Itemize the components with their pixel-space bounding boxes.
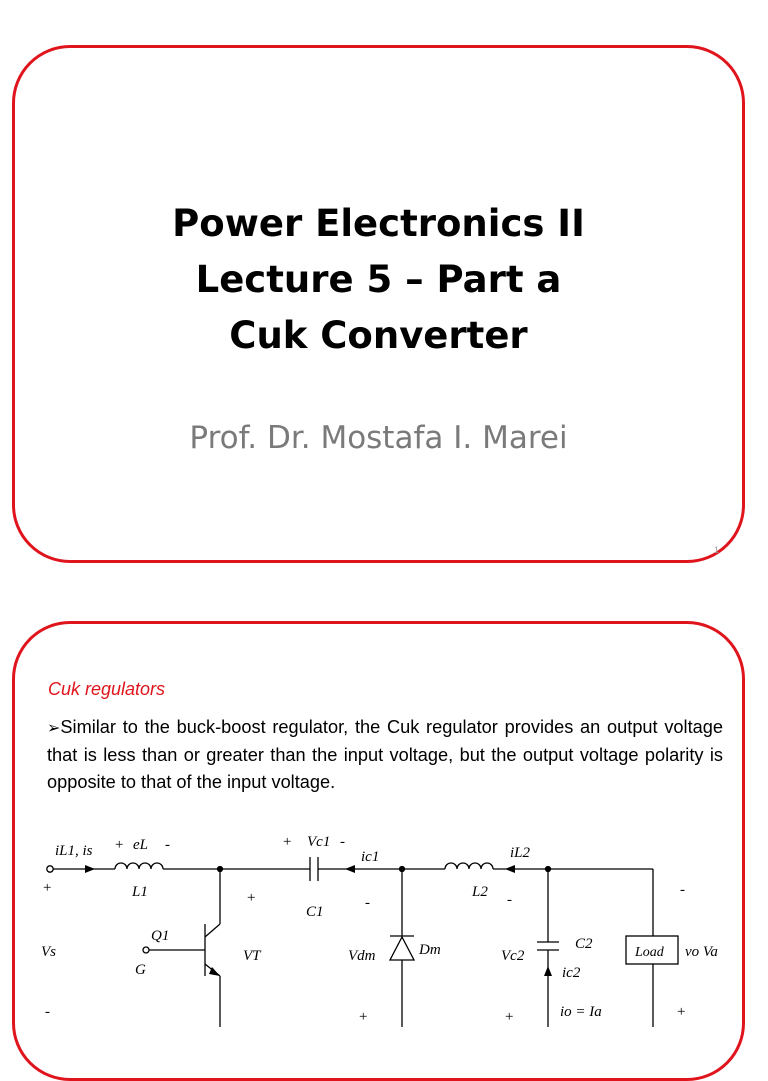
label-io-Ia: io = Ia: [560, 1004, 602, 1020]
label-iL1-is: iL1, is: [55, 843, 93, 859]
content-slide: [12, 621, 745, 1081]
label-plus-vt: +: [247, 890, 256, 906]
cuk-circuit-diagram: [15, 624, 748, 1027]
slide-title: [15, 196, 742, 364]
title-line-3: Cuk Converter: [229, 314, 528, 357]
label-Vc2: Vc2: [501, 948, 525, 964]
label-vo-Va: vo Va: [685, 944, 718, 960]
label-minus-vc2: -: [507, 892, 512, 908]
label-VT: VT: [243, 948, 261, 964]
label-plus-eL: +: [115, 837, 124, 853]
label-minus-vc1: -: [340, 834, 345, 850]
label-L1: L1: [132, 884, 148, 900]
label-Dm: Dm: [419, 942, 441, 958]
title-line-1: Power Electronics II: [172, 202, 585, 245]
label-minus-vdm: -: [365, 895, 370, 911]
label-C2: C2: [575, 936, 593, 952]
label-minus-out: -: [680, 882, 685, 898]
label-plus-vdm: +: [359, 1009, 368, 1025]
label-C1: C1: [306, 904, 324, 920]
label-plus-out: +: [677, 1004, 686, 1020]
label-Vdm: Vdm: [348, 948, 376, 964]
author-name: Prof. Dr. Mostafa I. Marei: [189, 420, 568, 456]
label-plus-vc1: +: [283, 834, 292, 850]
label-eL: eL: [133, 837, 148, 853]
label-minus-eL: -: [165, 837, 170, 853]
label-iL2: iL2: [510, 845, 531, 861]
label-load: Load: [635, 945, 664, 960]
bullet-arrow-icon: ➢: [47, 720, 61, 737]
page-number: 1: [714, 545, 720, 555]
body-text: Similar to the buck-boost regulator, the Cuk regulator provides an output voltage that is less than or greater than the input voltage, but the output voltage polarity is opposite to that of the input voltage.: [47, 717, 723, 792]
label-Vs: Vs: [41, 944, 56, 960]
label-Vc1: Vc1: [307, 834, 331, 850]
label-plus-vc2: +: [505, 1009, 514, 1025]
label-plus-vs: +: [43, 880, 52, 896]
label-G: G: [135, 962, 146, 978]
label-Q1: Q1: [151, 928, 170, 944]
label-ic2: ic2: [562, 965, 581, 981]
title-line-2: Lecture 5 – Part a: [195, 258, 562, 301]
label-ic1: ic1: [361, 849, 380, 865]
title-slide: [12, 45, 745, 563]
label-L2: L2: [472, 884, 488, 900]
section-title: Cuk regulators: [48, 679, 166, 699]
label-minus-vs: -: [45, 1004, 50, 1020]
